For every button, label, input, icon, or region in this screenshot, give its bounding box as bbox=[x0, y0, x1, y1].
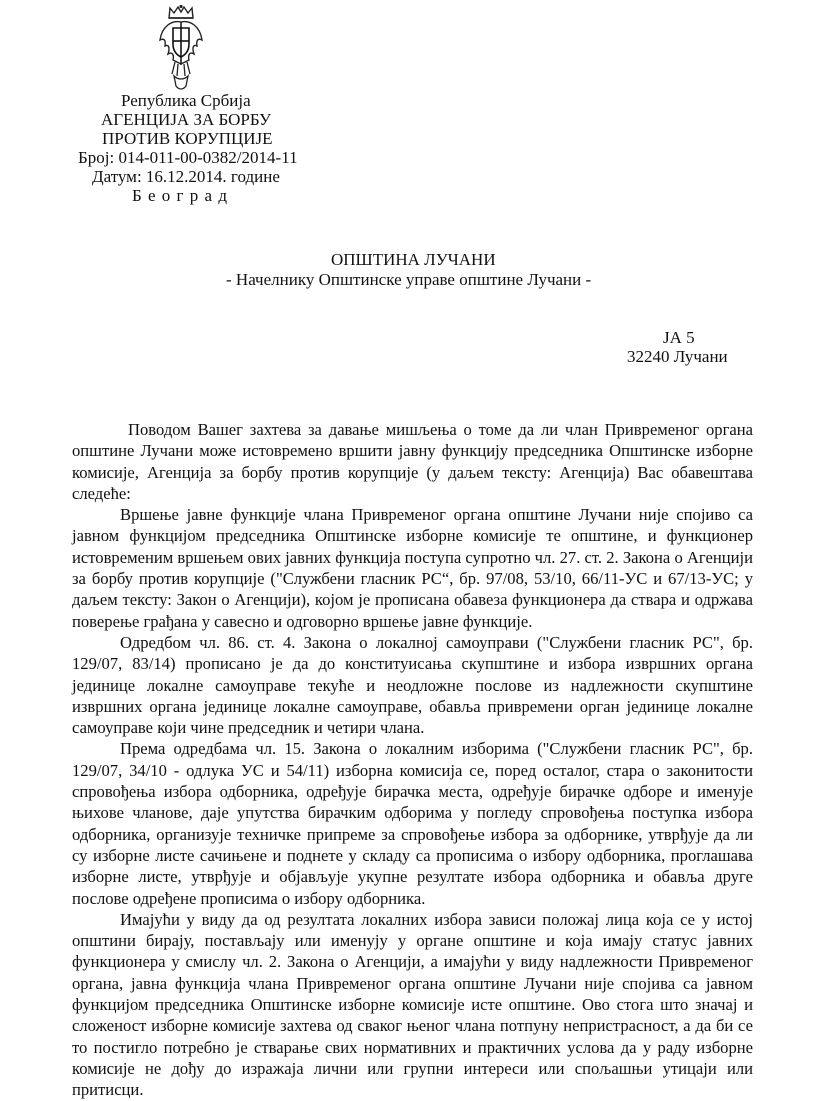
agency-name-line1: АГЕНЦИЈА ЗА БОРБУ bbox=[101, 110, 272, 129]
coat-of-arms-icon bbox=[156, 4, 206, 92]
document-city: Б е о г р а д bbox=[132, 186, 228, 205]
letter-body bbox=[72, 419, 753, 1101]
body-paragraph-1: Поводом Вашег захтева за давање мишљења о томе да ли члан Привременог органа општине Лучани може истовремено вршити јавну функцију председника Општинске изборне комисије, Агенција за борбу против корупције (у даљем тексту: Агенција) Вас обавештава следеће: bbox=[72, 420, 753, 503]
body-paragraph-4: Према одредбама чл. 15. Закона о локалним изборима ("Службени гласник РС", бр. 129/07, 34/10 - одлука УС и 54/11) изборна комисија се, поред осталог, стара о законитости спровођења избора одборника, одређује бирачка места, одређује бирачке одборе и именује њихове чланове, даје упутства бирачким одборима у погледу спровођења поступка избора одборника, организује техничке припреме за спровођење избора за одборнике, утврђује да ли су изборне листе сачињене и поднете у складу са прописима о избору одборника, проглашава изборне листе, утврђује и објављује укупне резултате избора одборника и обавља друге послове одређене прописима о избору одборника. bbox=[72, 739, 753, 908]
document-number: Број: 014-011-00-0382/2014-11 bbox=[78, 148, 298, 167]
body-paragraph-2: Вршење јавне функције члана Привременог органа општине Лучани није спојиво са јавном функцијом председника Општинске изборне комисије те општине, и функционер истовременим вршењем ових јавних функција поступа супротно чл. 27. ст. 2. Закона о Агенцији за борбу против корупције ("Службени гласник РС“, бр. 97/08, 53/10, 66/11-УС и 67/13-УС; у даљем тексту: Закон о Агенцији), којом је прописана обавеза функционера да ствара и одржава поверење грађана у савесно и одговорно вршење јавне функције. bbox=[72, 505, 753, 631]
agency-name-line2: ПРОТИВ КОРУПЦИЈЕ bbox=[102, 129, 273, 148]
recipient-addressee: - Начелнику Општинске управе општине Лучани - bbox=[226, 270, 592, 289]
recipient-municipality: ОПШТИНА ЛУЧАНИ bbox=[331, 250, 496, 269]
document-date: Датум: 16.12.2014. године bbox=[92, 167, 280, 186]
body-paragraph-3: Одредбом чл. 86. ст. 4. Закона о локалној самоуправи ("Службени гласник РС", бр. 129/07, 83/14) прописано је да до конституисања скупштине и избора извршних органа јединице локалне самоуправе текуће и неодложне послове из надлежности скупштине извршних органа јединице локалне самоуправе, обавља привремени орган јединице локалне самоуправе који чине председник и четири члана. bbox=[72, 632, 753, 738]
recipient-postal: 32240 Лучани bbox=[627, 347, 728, 366]
recipient-street: ЈА 5 bbox=[663, 328, 695, 347]
country-name: Република Србија bbox=[121, 91, 251, 110]
body-paragraph-5: Имајући у виду да од резултата локалних избора зависи положај лица која се у истој општини бирају, постављају или именују у органе општине и која имају статус јавних функционера у смислу чл. 2. Закона о Агенцији, а имајући у виду надлежности Привременог органа, јавна функција члана Привременог органа општине Лучани није спојива са јавном функцијом председника Општинске изборне комисије исте општине. Ово стога што значај и сложеност изборне комисије захтева од сваког њеног члана потпуну непристрасност, а да би се то постигло потребно је стварање свих нормативних и практичних услова да у раду изборне комисије не дођу до изражаја лични или групни интереси или спољашњи утицаји или притисци. bbox=[72, 909, 753, 1100]
